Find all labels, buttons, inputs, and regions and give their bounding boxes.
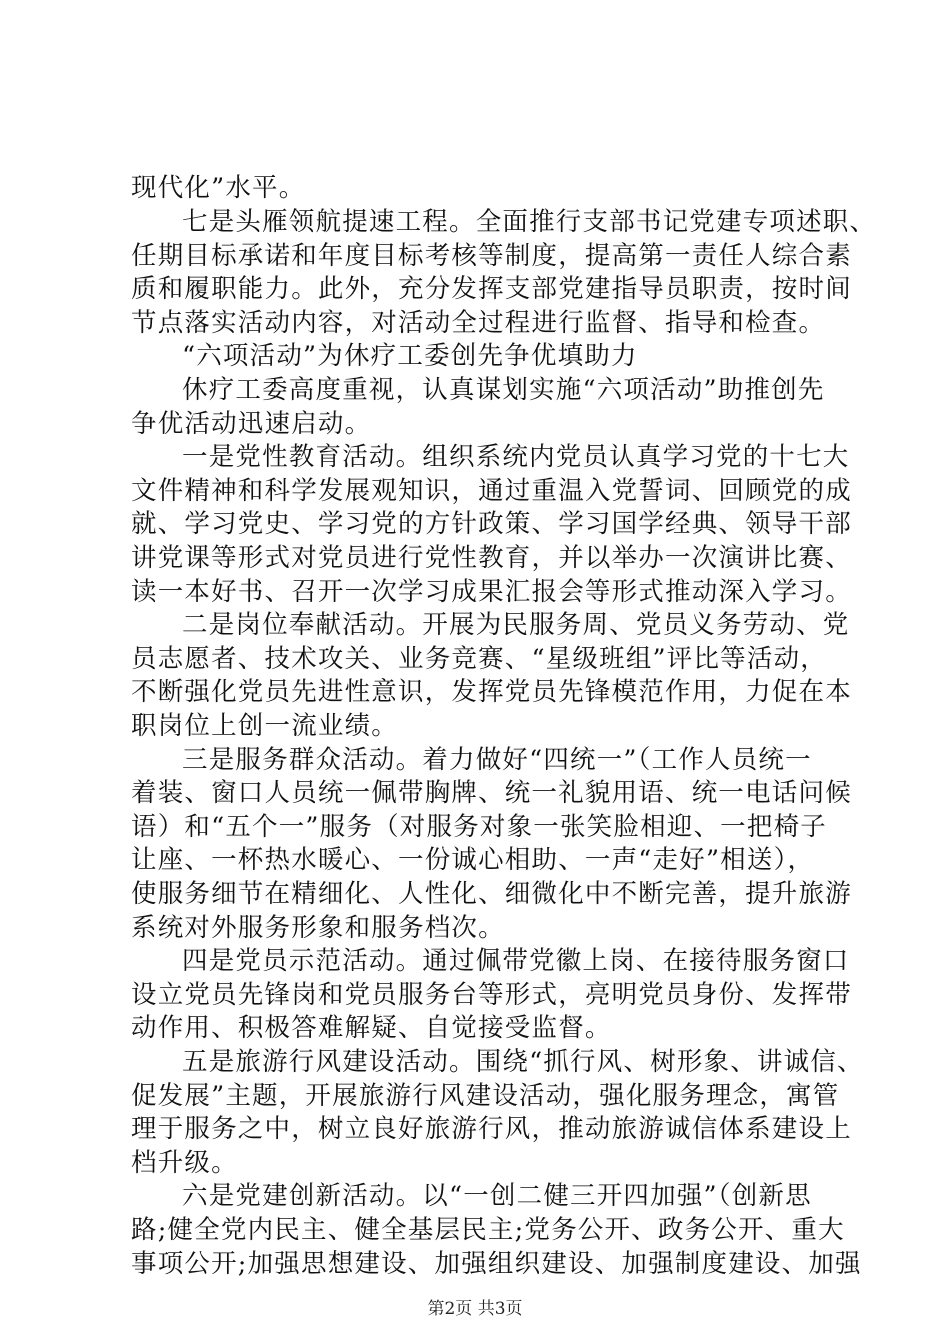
text-line: 五是旅游行风建设活动。围绕“抓行风、树形象、讲诚信、 — [182, 1047, 864, 1077]
text-line: 二是岗位奉献活动。开展为民服务周、党员义务劳动、党 — [182, 610, 850, 640]
text-line: 事项公开;加强思想建设、加强组织建设、加强制度建设、加强 — [131, 1249, 862, 1279]
text-line: 系统对外服务形象和服务档次。 — [131, 913, 505, 943]
text-line: 路;健全党内民主、健全基层民主;党务公开、政务公开、重大 — [131, 1215, 845, 1245]
text-line: 争优活动迅速启动。 — [131, 409, 372, 439]
text-line: 任期目标承诺和年度目标考核等制度，提高第一责任人综合素 — [131, 241, 852, 271]
text-line: 节点落实活动内容，对活动全过程进行监督、指导和检查。 — [131, 308, 826, 338]
text-line: 四是党员示范活动。通过佩带党徽上岗、在接待服务窗口 — [182, 946, 850, 976]
text-line: 三是服务群众活动。着力做好“四统一”（工作人员统一 — [182, 745, 812, 775]
text-line: 讲党课等形式对党员进行党性教育，并以举办一次演讲比赛、 — [131, 543, 852, 573]
text-line: 档升级。 — [131, 1148, 238, 1178]
text-line: 职岗位上创一流业绩。 — [131, 711, 399, 741]
text-line: 让座、一杯热水暖心、一份诚心相助、一声“走好”相送）， — [131, 845, 815, 875]
text-line: 促发展”主题，开展旅游行风建设活动，强化服务理念，寓管 — [131, 1081, 840, 1111]
text-line: 理于服务之中，树立良好旅游行风，推动旅游诚信体系建设上 — [131, 1114, 852, 1144]
text-line: 使服务细节在精细化、人性化、细微化中不断完善，提升旅游 — [131, 879, 852, 909]
text-line: 七是头雁领航提速工程。全面推行支部书记党建专项述职、 — [182, 207, 877, 237]
text-line: 六是党建创新活动。以“一创二健三开四加强”（创新思 — [182, 1181, 812, 1211]
text-line: 动作用、积极答难解疑、自觉接受监督。 — [131, 1013, 612, 1043]
text-line: 设立党员先锋岗和党员服务台等形式，亮明党员身份、发挥带 — [131, 980, 852, 1010]
text-line: 质和履职能力。此外，充分发挥支部党建指导员职责，按时间 — [131, 274, 852, 304]
section-heading: “六项活动”为休疗工委创先争优填助力 — [182, 341, 638, 371]
text-line: 休疗工委高度重视，认真谋划实施“六项活动”助推创先 — [182, 375, 825, 405]
text-line: 不断强化党员先进性意识，发挥党员先锋模范作用，力促在本 — [131, 677, 852, 707]
page-number: 第2页 共3页 — [427, 1299, 523, 1319]
text-line: 现代化”水平。 — [131, 173, 306, 203]
text-line: 就、学习党史、学习党的方针政策、学习国学经典、领导干部 — [131, 509, 852, 539]
text-line: 一是党性教育活动。组织系统内党员认真学习党的十七大 — [182, 442, 850, 472]
text-line: 文件精神和科学发展观知识，通过重温入党誓词、回顾党的成 — [131, 476, 852, 506]
text-line: 语）和“五个一”服务（对服务对象一张笑脸相迎、一把椅子 — [131, 812, 827, 842]
text-line: 读一本好书、召开一次学习成果汇报会等形式推动深入学习。 — [131, 577, 852, 607]
text-line: 员志愿者、技术攻关、业务竞赛、“星级班组”评比等活动， — [131, 644, 827, 674]
text-line: 着装、窗口人员统一佩带胸牌、统一礼貌用语、统一电话问候 — [131, 778, 852, 808]
